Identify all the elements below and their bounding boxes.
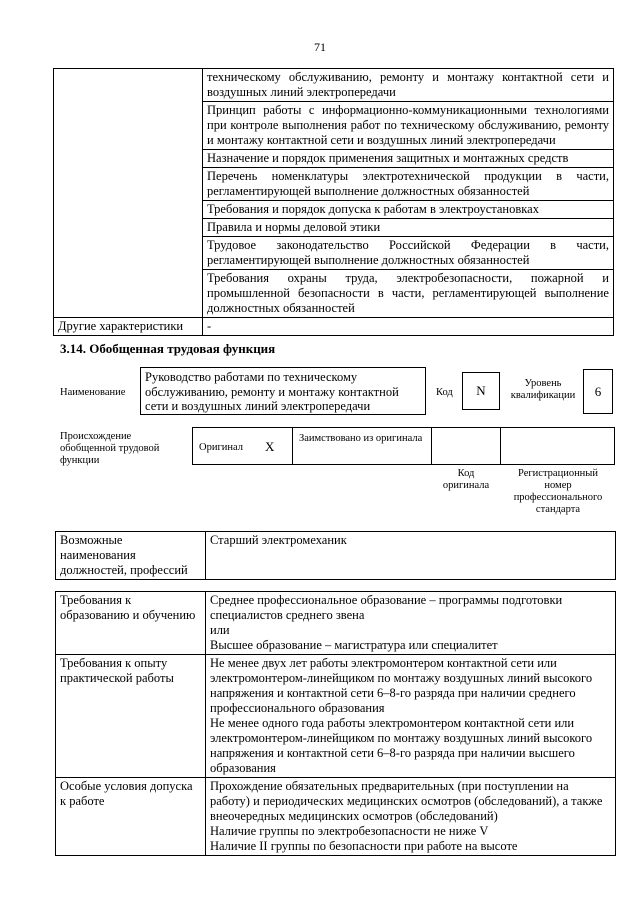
level-label: Уровень квалификации: [510, 378, 576, 401]
requirements-table: [55, 591, 616, 856]
table-cell: Трудовое законодательство Российской Федерации в части, регламентирующей выполнение должностных обязанностей: [203, 237, 614, 270]
page-number: 71: [314, 40, 326, 54]
borrowed-cell: [292, 427, 432, 465]
requirement-line: или: [210, 623, 230, 637]
requirement-content: [206, 778, 616, 856]
other-characteristics-label: Другие характеристики: [54, 318, 203, 336]
requirement-content: [206, 655, 616, 778]
requirement-line: Среднее профессиональное образование – программы подготовки специалистов среднего звена: [210, 593, 563, 622]
origin-label: Происхождение обобщенной трудовой функции: [60, 431, 160, 466]
code-caption: Код оригинала: [442, 468, 490, 491]
registration-caption: Регистрационный номер профессионального стандарта: [513, 468, 603, 515]
table-cell: Назначение и порядок применения защитных и монтажных средств: [203, 150, 614, 168]
original-mark: X: [265, 439, 275, 454]
function-name-box: Руководство работами по техническому обслуживанию, ремонту и монтажу контактной сети и воздушных линий электропередачи: [140, 367, 426, 415]
knowledge-label-cell: [54, 69, 203, 318]
name-label: Наименование: [60, 387, 126, 398]
requirement-line: Наличие II группы по безопасности при работе на высоте: [210, 839, 518, 853]
table-cell: Принцип работы с информационно-коммуникационными технологиями при контроле выполнения работ по техническому обслуживанию, ремонту и монтажу контактной сети и воздушных линий электропередачи: [203, 102, 614, 150]
other-characteristics-value: -: [203, 318, 614, 336]
original-cell: [192, 427, 293, 465]
table-row: [56, 532, 616, 580]
code-value-box: N: [462, 372, 500, 410]
table-cell: Правила и нормы деловой этики: [203, 219, 614, 237]
positions-table: [55, 531, 616, 580]
original-code-cell: [431, 427, 501, 465]
table-row: [56, 592, 616, 655]
positions-value: Старший электромеханик: [206, 532, 616, 580]
requirement-line: Высшее образование – магистратура или специалитет: [210, 638, 498, 652]
requirement-line: Не менее двух лет работы электромонтером контактной сети или электромонтером-линейщиком по монтажу воздушных линий высокого напряжения и контактной сети 6–8-го разряда при наличии среднего профессионального образования: [210, 656, 593, 715]
positions-label: Возможные наименования должностей, профессий: [56, 532, 206, 580]
requirement-label: Требования к образованию и обучению: [56, 592, 206, 655]
requirement-line: Не менее одного года работы электромонтером контактной сети или электромонтером-линейщиком по монтажу воздушных линий высокого напряжения и контактной сети 6–8-го разряда при наличии высшего образования: [210, 716, 593, 775]
registration-number-cell: [500, 427, 615, 465]
table-row: [54, 69, 614, 102]
table-row: [54, 318, 614, 336]
original-label: Оригинал: [199, 442, 243, 453]
borrowed-label: Заимствовано из оригинала: [299, 433, 423, 444]
table-row: [56, 655, 616, 778]
requirement-line: Прохождение обязательных предварительных (при поступлении на работу) и периодических медицинских осмотров (обследований), а также внеочередных медицинских осмотров (обследований): [210, 779, 603, 823]
level-value-box: 6: [583, 369, 613, 414]
code-label: Код: [436, 387, 453, 398]
table-row: [56, 778, 616, 856]
section-title: 3.14. Обобщенная трудовая функция: [60, 341, 276, 356]
requirement-label: Требования к опыту практической работы: [56, 655, 206, 778]
table-cell: техническому обслуживанию, ремонту и монтажу контактной сети и воздушных линий электропередачи: [203, 69, 614, 102]
table-cell: Требования охраны труда, электробезопасности, пожарной и промышленной безопасности в части, регламентирующей выполнение должностных обязанностей: [203, 270, 614, 318]
requirement-content: [206, 592, 616, 655]
requirement-label: Особые условия допуска к работе: [56, 778, 206, 856]
table-cell: Требования и порядок допуска к работам в электроустановках: [203, 201, 614, 219]
table-cell: Перечень номенклатуры электротехнической продукции в части, регламентирующей выполнение должностных обязанностей: [203, 168, 614, 201]
knowledge-table: [53, 68, 614, 336]
requirement-line: Наличие группы по электробезопасности не ниже V: [210, 824, 489, 838]
